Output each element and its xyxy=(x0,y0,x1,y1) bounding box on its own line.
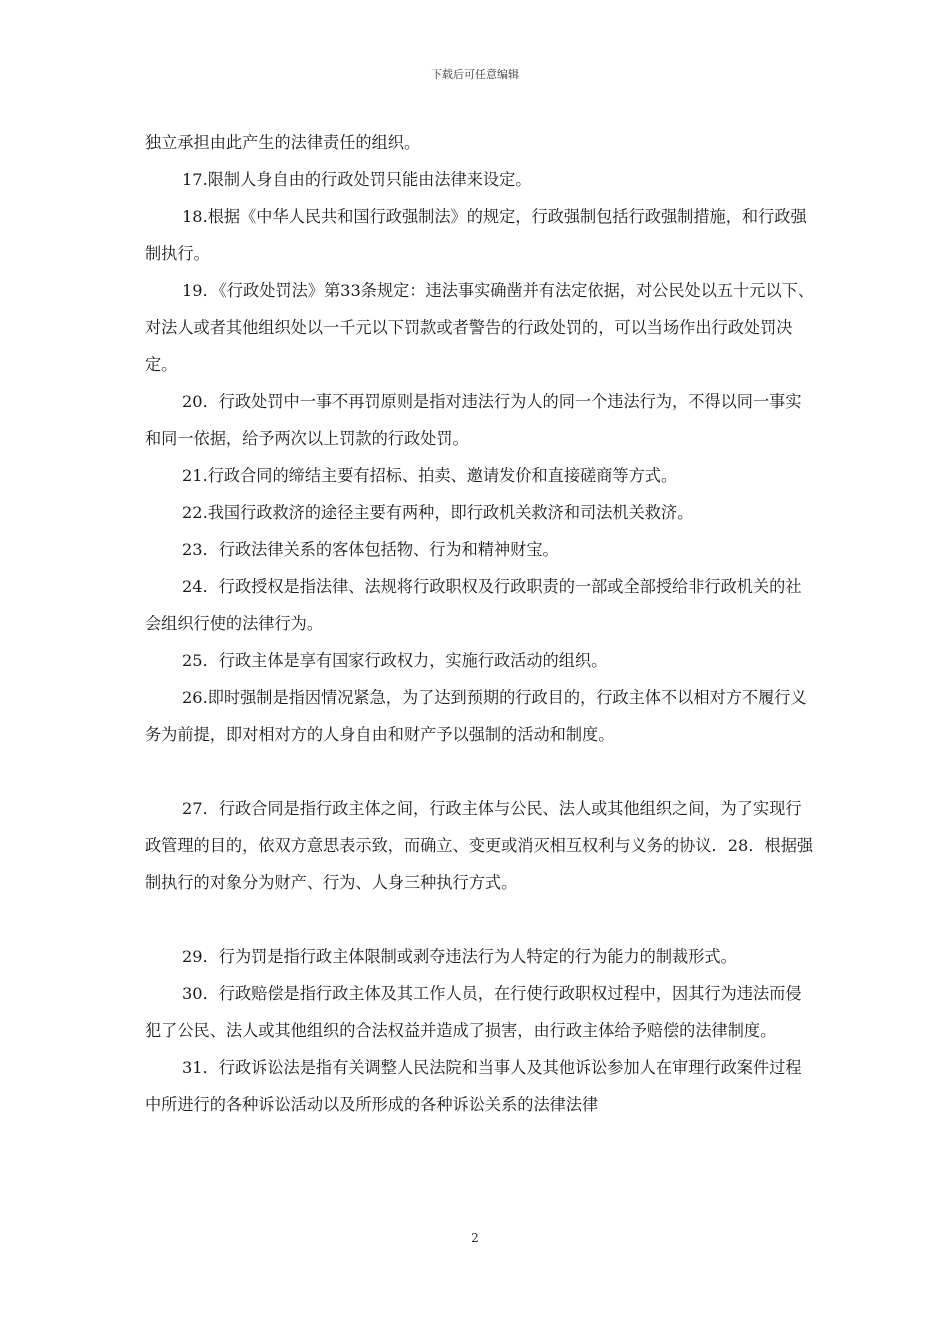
blank-line xyxy=(145,901,817,938)
blank-line xyxy=(145,753,817,790)
paragraph-20: 20．行政处罚中一事不再罚原则是指对违法行为人的同一个违法行为，不得以同一事实和同一依据，给予两次以上罚款的行政处罚。 xyxy=(145,392,802,448)
paragraph-24: 24．行政授权是指法律、法规将行政职权及行政职责的一部或全部授给非行政机关的社会组织行使的法律行为。 xyxy=(145,577,802,633)
paragraph-31: 31．行政诉讼法是指有关调整人民法院和当事人及其他诉讼参加人在审理行政案件过程中所进行的各种诉讼活动以及所形成的各种诉讼关系的法律法律 xyxy=(145,1058,802,1114)
page-number: 2 xyxy=(471,1231,479,1245)
paragraph-29: 29．行为罚是指行政主体限制或剥夺违法行为人特定的行为能力的制裁形式。 xyxy=(182,947,737,966)
page-header: 下载后可任意编辑 xyxy=(431,68,519,81)
paragraph-18: 18.根据《中华人民共和国行政强制法》的规定，行政强制包括行政强制措施，和行政强制执行。 xyxy=(145,207,807,263)
paragraph-30: 30．行政赔偿是指行政主体及其工作人员，在行使行政职权过程中，因其行为违法而侵犯了公民、法人或其他组织的合法权益并造成了损害，由行政主体给予赔偿的法律制度。 xyxy=(145,984,802,1040)
paragraph-27-28: 27．行政合同是指行政主体之间，行政主体与公民、法人或其他组织之间，为了实现行政管理的目的，依双方意思表示致，而确立、变更或消灭相互权利与义务的协议．28．根据强制执行的对象分为财产、行为、人身三种执行方式。 xyxy=(145,799,814,892)
paragraph-25: 25．行政主体是享有国家行政权力，实施行政活动的组织。 xyxy=(182,651,608,670)
paragraph-21: 21.行政合同的缔结主要有招标、拍卖、邀请发价和直接磋商等方式。 xyxy=(182,466,678,485)
paragraph-17: 17.限制人身自由的行政处罚只能由法律来设定。 xyxy=(182,170,532,189)
paragraph-19: 19．《行政处罚法》第33条规定：违法事实确凿并有法定依据，对公民处以五十元以下、对法人或者其他组织处以一千元以下罚款或者警告的行政处罚的，可以当场作出行政处罚决定。 xyxy=(145,281,815,374)
document-body xyxy=(145,124,817,1123)
paragraph-16-continuation: 独立承担由此产生的法律责任的组织。 xyxy=(145,133,421,152)
paragraph-22: 22.我国行政救济的途径主要有两种，即行政机关救济和司法机关救济。 xyxy=(182,503,694,522)
paragraph-26: 26.即时强制是指因情况紧急，为了达到预期的行政目的，行政主体不以相对方不履行义务为前提，即对相对方的人身自由和财产予以强制的活动和制度。 xyxy=(145,688,807,744)
paragraph-23: 23．行政法律关系的客体包括物、行为和精神财宝。 xyxy=(182,540,559,559)
